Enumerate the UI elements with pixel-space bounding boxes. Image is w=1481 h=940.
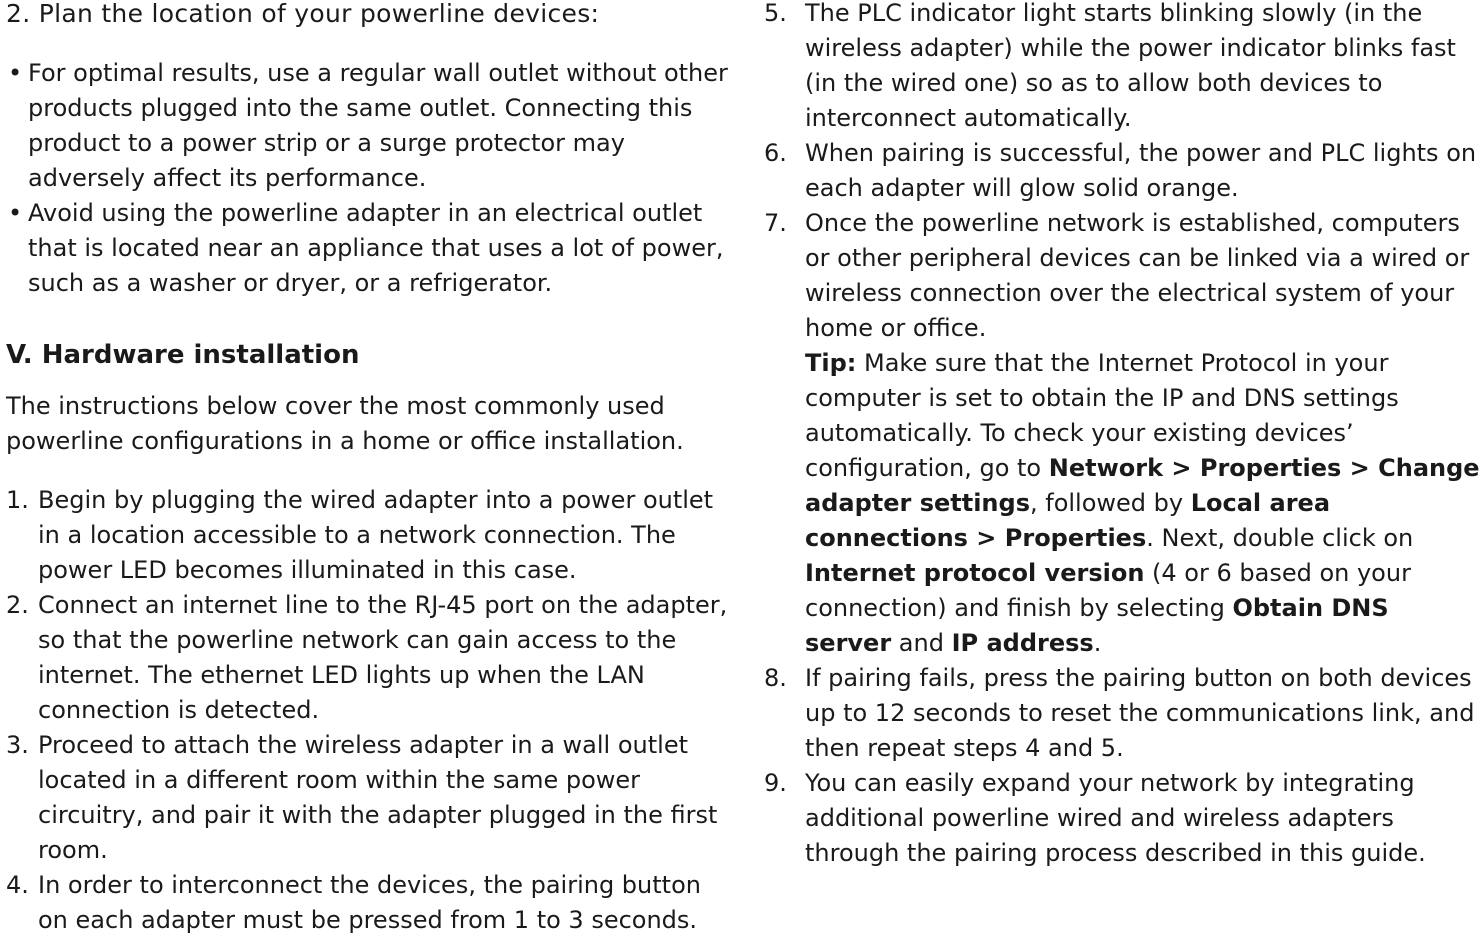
step-number: 9. (764, 769, 787, 797)
tip-text: , followed by (1029, 489, 1191, 517)
step-2-heading: 2. Plan the location of your powerline devices: (6, 0, 600, 28)
step-number: 8. (764, 664, 787, 692)
bullet-dot: • (8, 59, 23, 87)
bullet-list (6, 56, 728, 301)
tip-text: and (891, 629, 952, 657)
step-number: 4. (6, 871, 29, 899)
section-title: V. Hardware installation (6, 340, 360, 370)
step-text: Proceed to attach the wireless adapter in a wall outlet located in a different room within the same power circuitry, and pair it with the adapter plugged in the first room. (38, 731, 718, 864)
step-number: 3. (6, 731, 29, 759)
step-text: You can easily expand your network by integrating additional powerline wired and wireless adapters through the pairing process described in this guide. (805, 769, 1426, 867)
step-text: Begin by plugging the wired adapter into a power outlet in a location accessible to a network connection. The power LED becomes illuminated in this case. (38, 486, 714, 584)
tip-path-local-area: Local area connections > Properties (805, 489, 1331, 552)
steps-list-left (6, 483, 728, 938)
list-item (764, 0, 1480, 136)
tip-text: (4 or 6 based on your connection) and finish by selecting (805, 559, 1411, 622)
tip-label: Tip: (805, 349, 857, 377)
list-item (764, 766, 1480, 871)
tip-text: Make sure that the Internet Protocol in your computer is set to obtain the IP and DNS settings automatically. To check your existing devices’ configuration, go to (805, 349, 1399, 482)
list-item (764, 661, 1480, 766)
bullet-text: Avoid using the powerline adapter in an electrical outlet that is located near an appliance that uses a lot of power, such as a washer or dryer, or a refrigerator. (28, 199, 724, 297)
tip-ip-address: IP address (951, 629, 1094, 657)
bullet-item (6, 196, 728, 301)
step-number: 7. (764, 209, 787, 237)
step-text: The PLC indicator light starts blinking slowly (in the wireless adapter) while the power indicator blinks fast (in the wired one) so as to allow both devices to interconnect automatically. (805, 0, 1456, 132)
step-text: When pairing is successful, the power and PLC lights on each adapter will glow solid orange. (805, 139, 1477, 202)
tip-path-network: Network > Properties > Change adapter settings (805, 454, 1480, 517)
steps-list-right (764, 0, 1480, 871)
step-text: In order to interconnect the devices, the pairing button on each adapter must be pressed from 1 to 3 seconds. (38, 871, 701, 934)
list-item (6, 483, 728, 588)
tip-internet-protocol: Internet protocol version (805, 559, 1145, 587)
tip-text: . Next, double click on (1146, 524, 1414, 552)
step-number: 1. (6, 486, 29, 514)
tip-obtain-dns: Obtain DNS server (805, 594, 1389, 657)
intro-paragraph: The instructions below cover the most commonly used powerline configurations in a home or office installation. (6, 392, 684, 455)
step-number: 2. (6, 591, 29, 619)
tip-paragraph (764, 346, 1480, 661)
step-number: 6. (764, 139, 787, 167)
step-text: If pairing fails, press the pairing button on both devices up to 12 seconds to reset the communications link, and then repeat steps 4 and 5. (805, 664, 1475, 762)
bullet-dot: • (8, 199, 23, 227)
step-text: Once the powerline network is established, computers or other peripheral devices can be linked via a wired or wireless connection over the electrical system of your home or office. (805, 209, 1470, 342)
tip-text: . (1093, 629, 1102, 657)
list-item (6, 588, 728, 728)
step-text: Connect an internet line to the RJ-45 port on the adapter, so that the powerline network can gain access to the internet. The ethernet LED lights up when the LAN connection is detected. (38, 591, 728, 724)
list-item (764, 136, 1480, 206)
list-item (6, 868, 728, 938)
list-item (764, 206, 1480, 346)
step-number: 5. (764, 0, 787, 27)
bullet-text: For optimal results, use a regular wall outlet without other products plugged into the same outlet. Connecting this product to a power strip or a surge protector may adversely affect its performance. (28, 59, 728, 192)
list-item (6, 728, 728, 868)
bullet-item (6, 56, 728, 196)
